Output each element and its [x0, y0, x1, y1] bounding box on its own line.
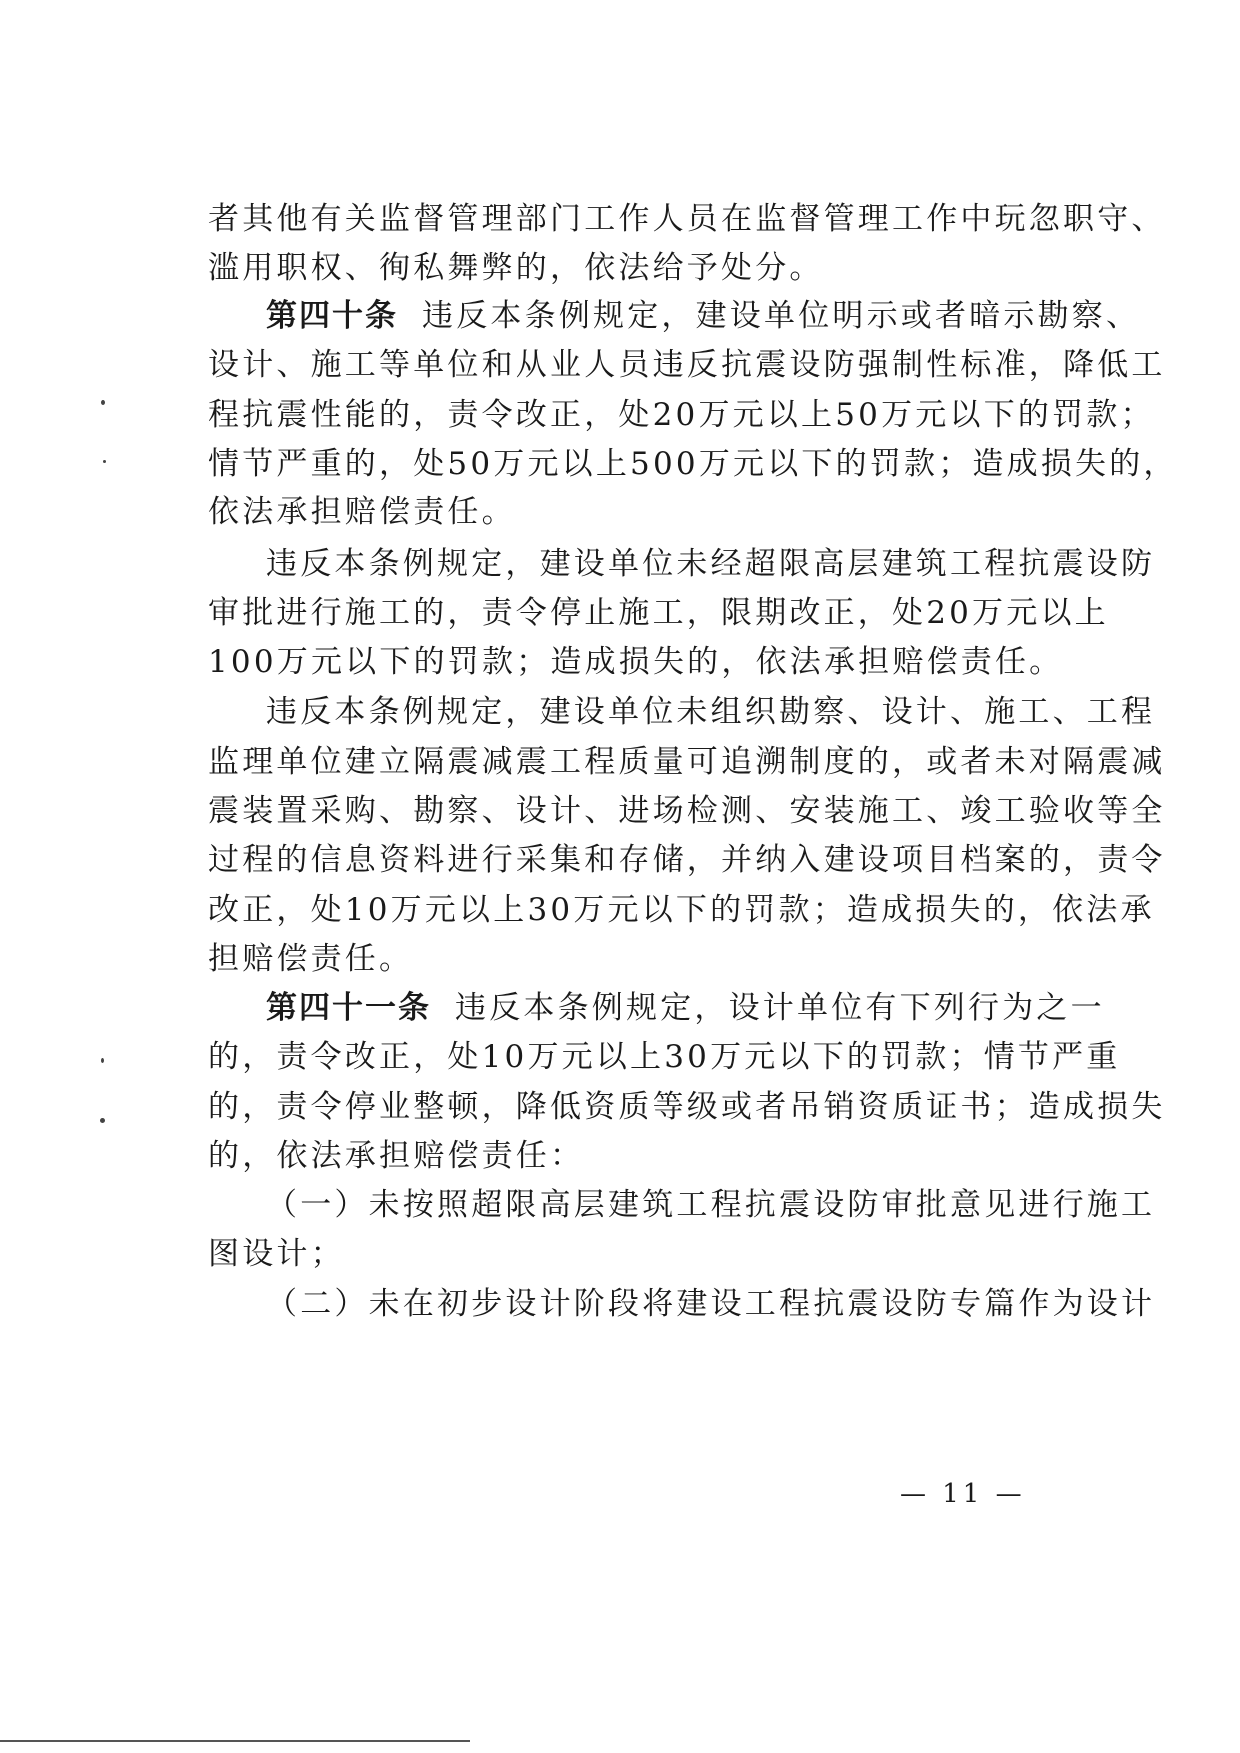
text-line: 的，责令停业整顿，降低资质等级或者吊销资质证书；造成损失 [208, 1089, 1166, 1125]
scan-speck [100, 1118, 105, 1123]
text-line: 程抗震性能的，责令改正，处20万元以上50万元以下的罚款； [208, 397, 1155, 433]
text-line: 监理单位建立隔震减震工程质量可追溯制度的，或者未对隔震减 [208, 744, 1166, 780]
text-line: 震装置采购、勘察、设计、进场检测、安装施工、竣工验收等全 [208, 793, 1166, 829]
article-40-first-line [266, 296, 1141, 336]
text-line: 违反本条例规定，建设单位未组织勘察、设计、施工、工程 [266, 694, 1156, 730]
text-line: 担赔偿责任。 [208, 941, 414, 977]
text-line: 违反本条例规定，建设单位未经超限高层建筑工程抗震设防 [266, 546, 1156, 582]
text-line: 情节严重的，处50万元以上500万元以下的罚款；造成损失的， [208, 446, 1178, 482]
scan-edge-line [0, 1740, 470, 1742]
text-line: 违反本条例规定，设计单位有下列行为之一 [455, 990, 1105, 1026]
text-line: 的，责令改正，处10万元以上30万元以下的罚款；情节严重 [208, 1039, 1121, 1075]
text-line: 审批进行施工的，责令停止施工，限期改正，处20万元以上 [208, 595, 1109, 631]
text-line: 滥用职权、徇私舞弊的，依法给予处分。 [208, 250, 824, 286]
text-line: 依法承担赔偿责任。 [208, 494, 516, 530]
text-line: 100万元以下的罚款；造成损失的，依法承担赔偿责任。 [208, 644, 1064, 680]
list-item: （一）未按照超限高层建筑工程抗震设防审批意见进行施工 [266, 1187, 1156, 1223]
text-line: 过程的信息资料进行采集和存储，并纳入建设项目档案的，责令 [208, 842, 1166, 878]
list-item: （二）未在初步设计阶段将建设工程抗震设防专篇作为设计 [266, 1286, 1156, 1322]
text-line: 者其他有关监督管理部门工作人员在监督管理工作中玩忽职守、 [208, 201, 1166, 237]
text-line: 违反本条例规定，建设单位明示或者暗示勘察、 [422, 298, 1141, 334]
text-line: 设计、施工等单位和从业人员违反抗震设防强制性标准，降低工 [208, 347, 1166, 383]
article-41-first-line [266, 988, 1105, 1028]
text-line: 的，依法承担赔偿责任： [208, 1138, 585, 1174]
scan-speck [101, 1058, 104, 1063]
article-41-heading: 第四十一条 [266, 990, 431, 1026]
page-number: — 11 — [900, 1479, 1026, 1509]
scan-speck [103, 460, 106, 463]
text-line: 图设计； [208, 1236, 345, 1272]
article-40-heading: 第四十条 [266, 298, 398, 334]
text-line: 改正，处10万元以上30万元以下的罚款；造成损失的，依法承 [208, 892, 1155, 928]
scan-speck [101, 400, 105, 405]
